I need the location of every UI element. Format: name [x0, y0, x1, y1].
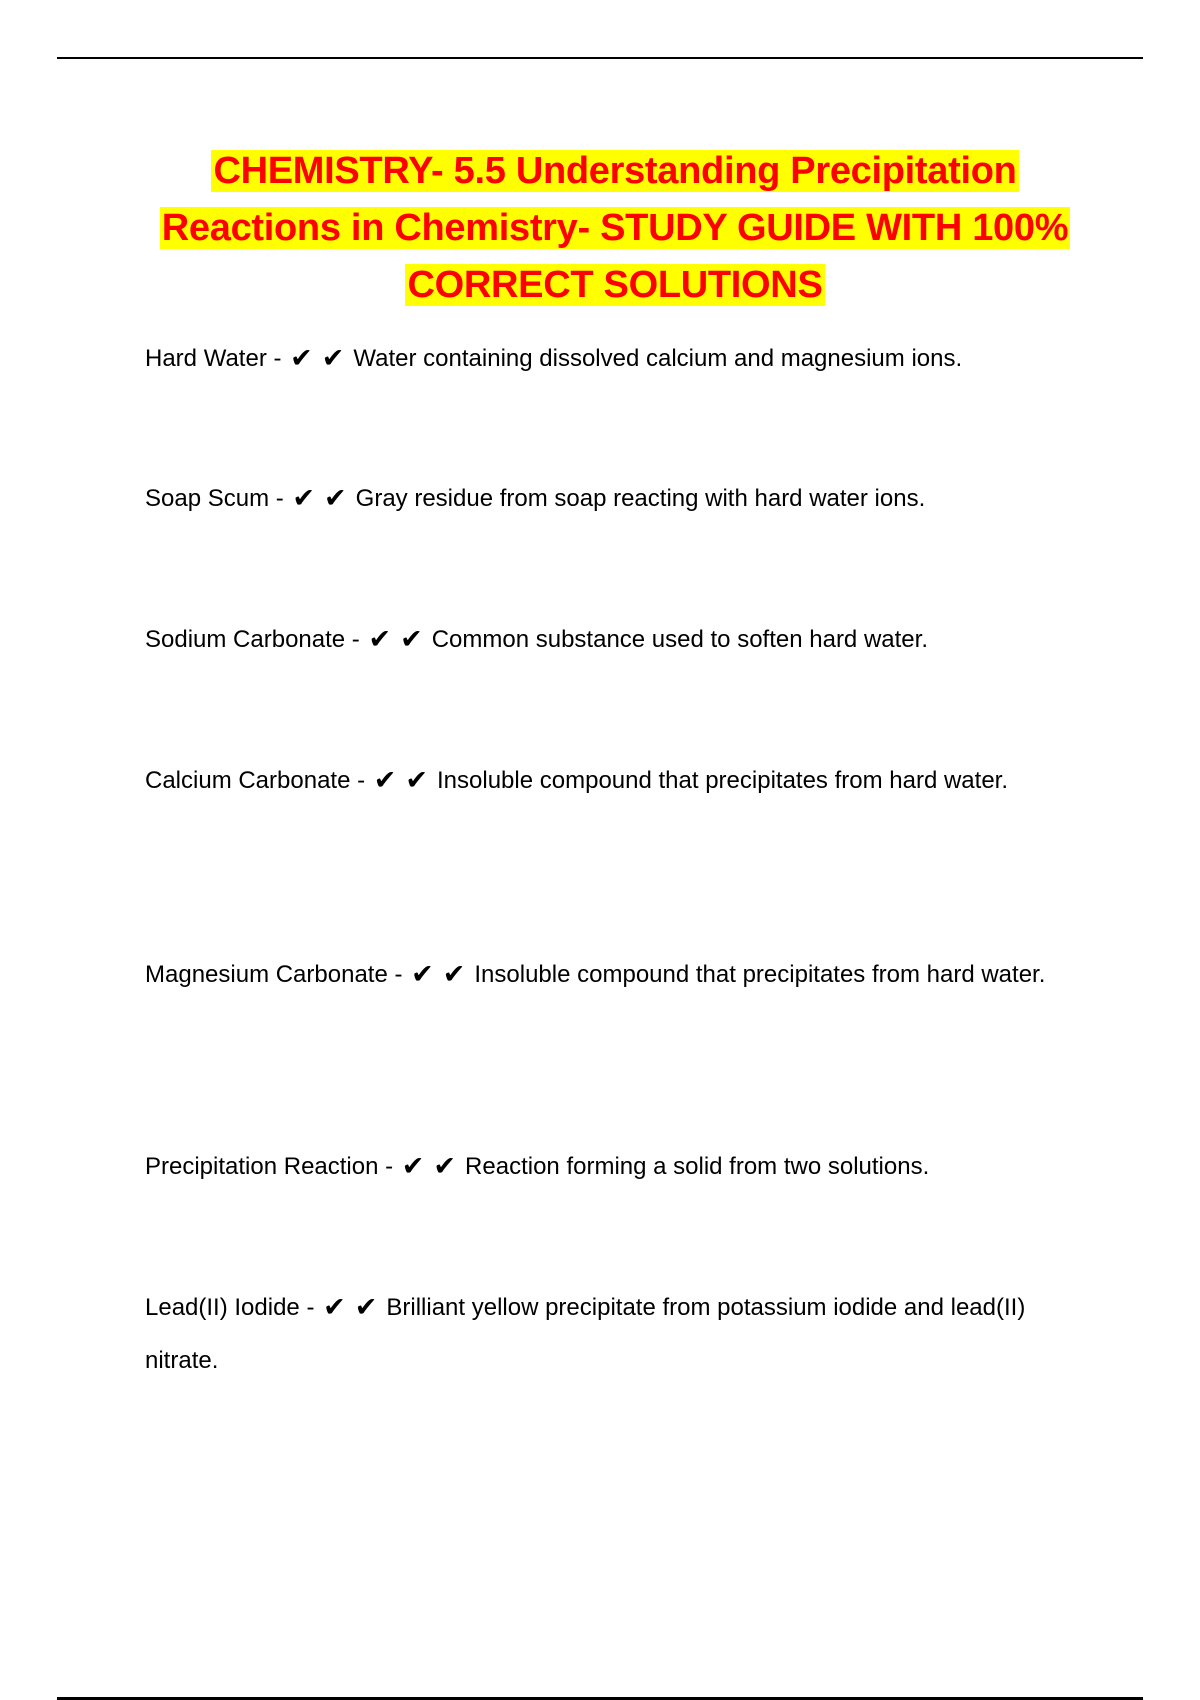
check-icon: ✔ [405, 765, 429, 796]
entry-term: Lead(II) Iodide - [145, 1294, 315, 1321]
entry-sodium-carbonate [145, 613, 1075, 666]
check-icon: ✔ [368, 624, 392, 655]
check-icon: ✔ [400, 624, 423, 655]
entry-calcium-carbonate [145, 754, 1075, 807]
entry-definition: Insoluble compound that precipitates from hard water. [437, 767, 1008, 794]
check-icon: ✔ [411, 959, 434, 990]
check-icon: ✔ [354, 1292, 378, 1323]
entry-precipitation-reaction [145, 1140, 1075, 1193]
entry-term: Hard Water - [145, 345, 282, 372]
entry-soap-scum [145, 472, 1075, 525]
check-icon: ✔ [433, 1151, 457, 1182]
check-icon: ✔ [321, 343, 345, 374]
entry-lead-iodide [145, 1281, 1075, 1387]
check-icon: ✔ [290, 343, 313, 374]
check-icon: ✔ [323, 1292, 346, 1323]
title-line-2: Reactions in Chemistry- STUDY GUIDE WITH 100% [161, 207, 1069, 249]
entry-definition: Water containing dissolved calcium and magnesium ions. [353, 345, 963, 372]
header-rule [57, 57, 1143, 59]
entry-definition: Reaction forming a solid from two solutions. [465, 1153, 930, 1180]
entry-term: Sodium Carbonate - [145, 626, 360, 653]
entry-term: Magnesium Carbonate - [145, 961, 403, 988]
entry-term: Precipitation Reaction - [145, 1153, 394, 1180]
check-icon: ✔ [373, 765, 397, 796]
entry-magnesium-carbonate [145, 948, 1075, 1001]
document-title [110, 143, 1120, 314]
entry-hard-water [145, 332, 1075, 385]
title-line-1: CHEMISTRY- 5.5 Understanding Precipitation [213, 150, 1017, 192]
entry-definition: Common substance used to soften hard water. [431, 626, 928, 653]
title-line-3: CORRECT SOLUTIONS [407, 264, 823, 306]
entry-term: Calcium Carbonate - [145, 767, 366, 794]
check-icon: ✔ [324, 483, 347, 514]
entry-definition: Insoluble compound that precipitates from hard water. [474, 961, 1046, 988]
check-icon: ✔ [401, 1151, 425, 1182]
check-icon: ✔ [442, 959, 466, 990]
entry-definition: Gray residue from soap reacting with hard water ions. [355, 485, 926, 512]
check-icon: ✔ [292, 483, 316, 514]
entry-definition: Brilliant yellow precipitate from potassium iodide and lead(II) nitrate. [145, 1294, 1026, 1374]
entry-term: Soap Scum - [145, 485, 284, 512]
